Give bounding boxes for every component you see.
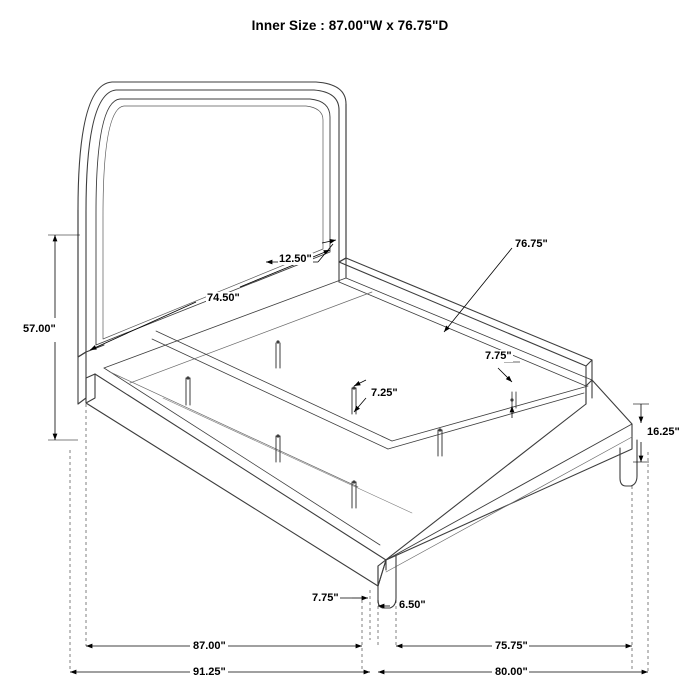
dim-height-overall: 57.00" [23, 323, 56, 335]
dim-side-rail-height: 7.75" [485, 350, 512, 362]
page-title: Inner Size : 87.00"W x 76.75"D [251, 18, 449, 33]
dim-depth-inner: 75.75" [495, 640, 528, 652]
dim-leg-offset: 7.75" [312, 592, 339, 604]
dim-width-overall: 91.25" [193, 666, 226, 678]
dim-leg-width: 6.50" [399, 599, 426, 611]
dim-headboard-inner-width: 74.50" [207, 292, 240, 304]
dim-headboard-panel-thickness: 12.50" [279, 253, 312, 265]
bed-outline [78, 82, 637, 608]
dim-slat-height: 7.25" [371, 387, 398, 399]
dim-footboard-height: 16.25" [647, 426, 680, 438]
dim-depth-overall: 80.00" [495, 666, 528, 678]
dim-mattress-depth: 76.75" [515, 238, 548, 250]
dim-width-inner: 87.00" [193, 640, 226, 652]
